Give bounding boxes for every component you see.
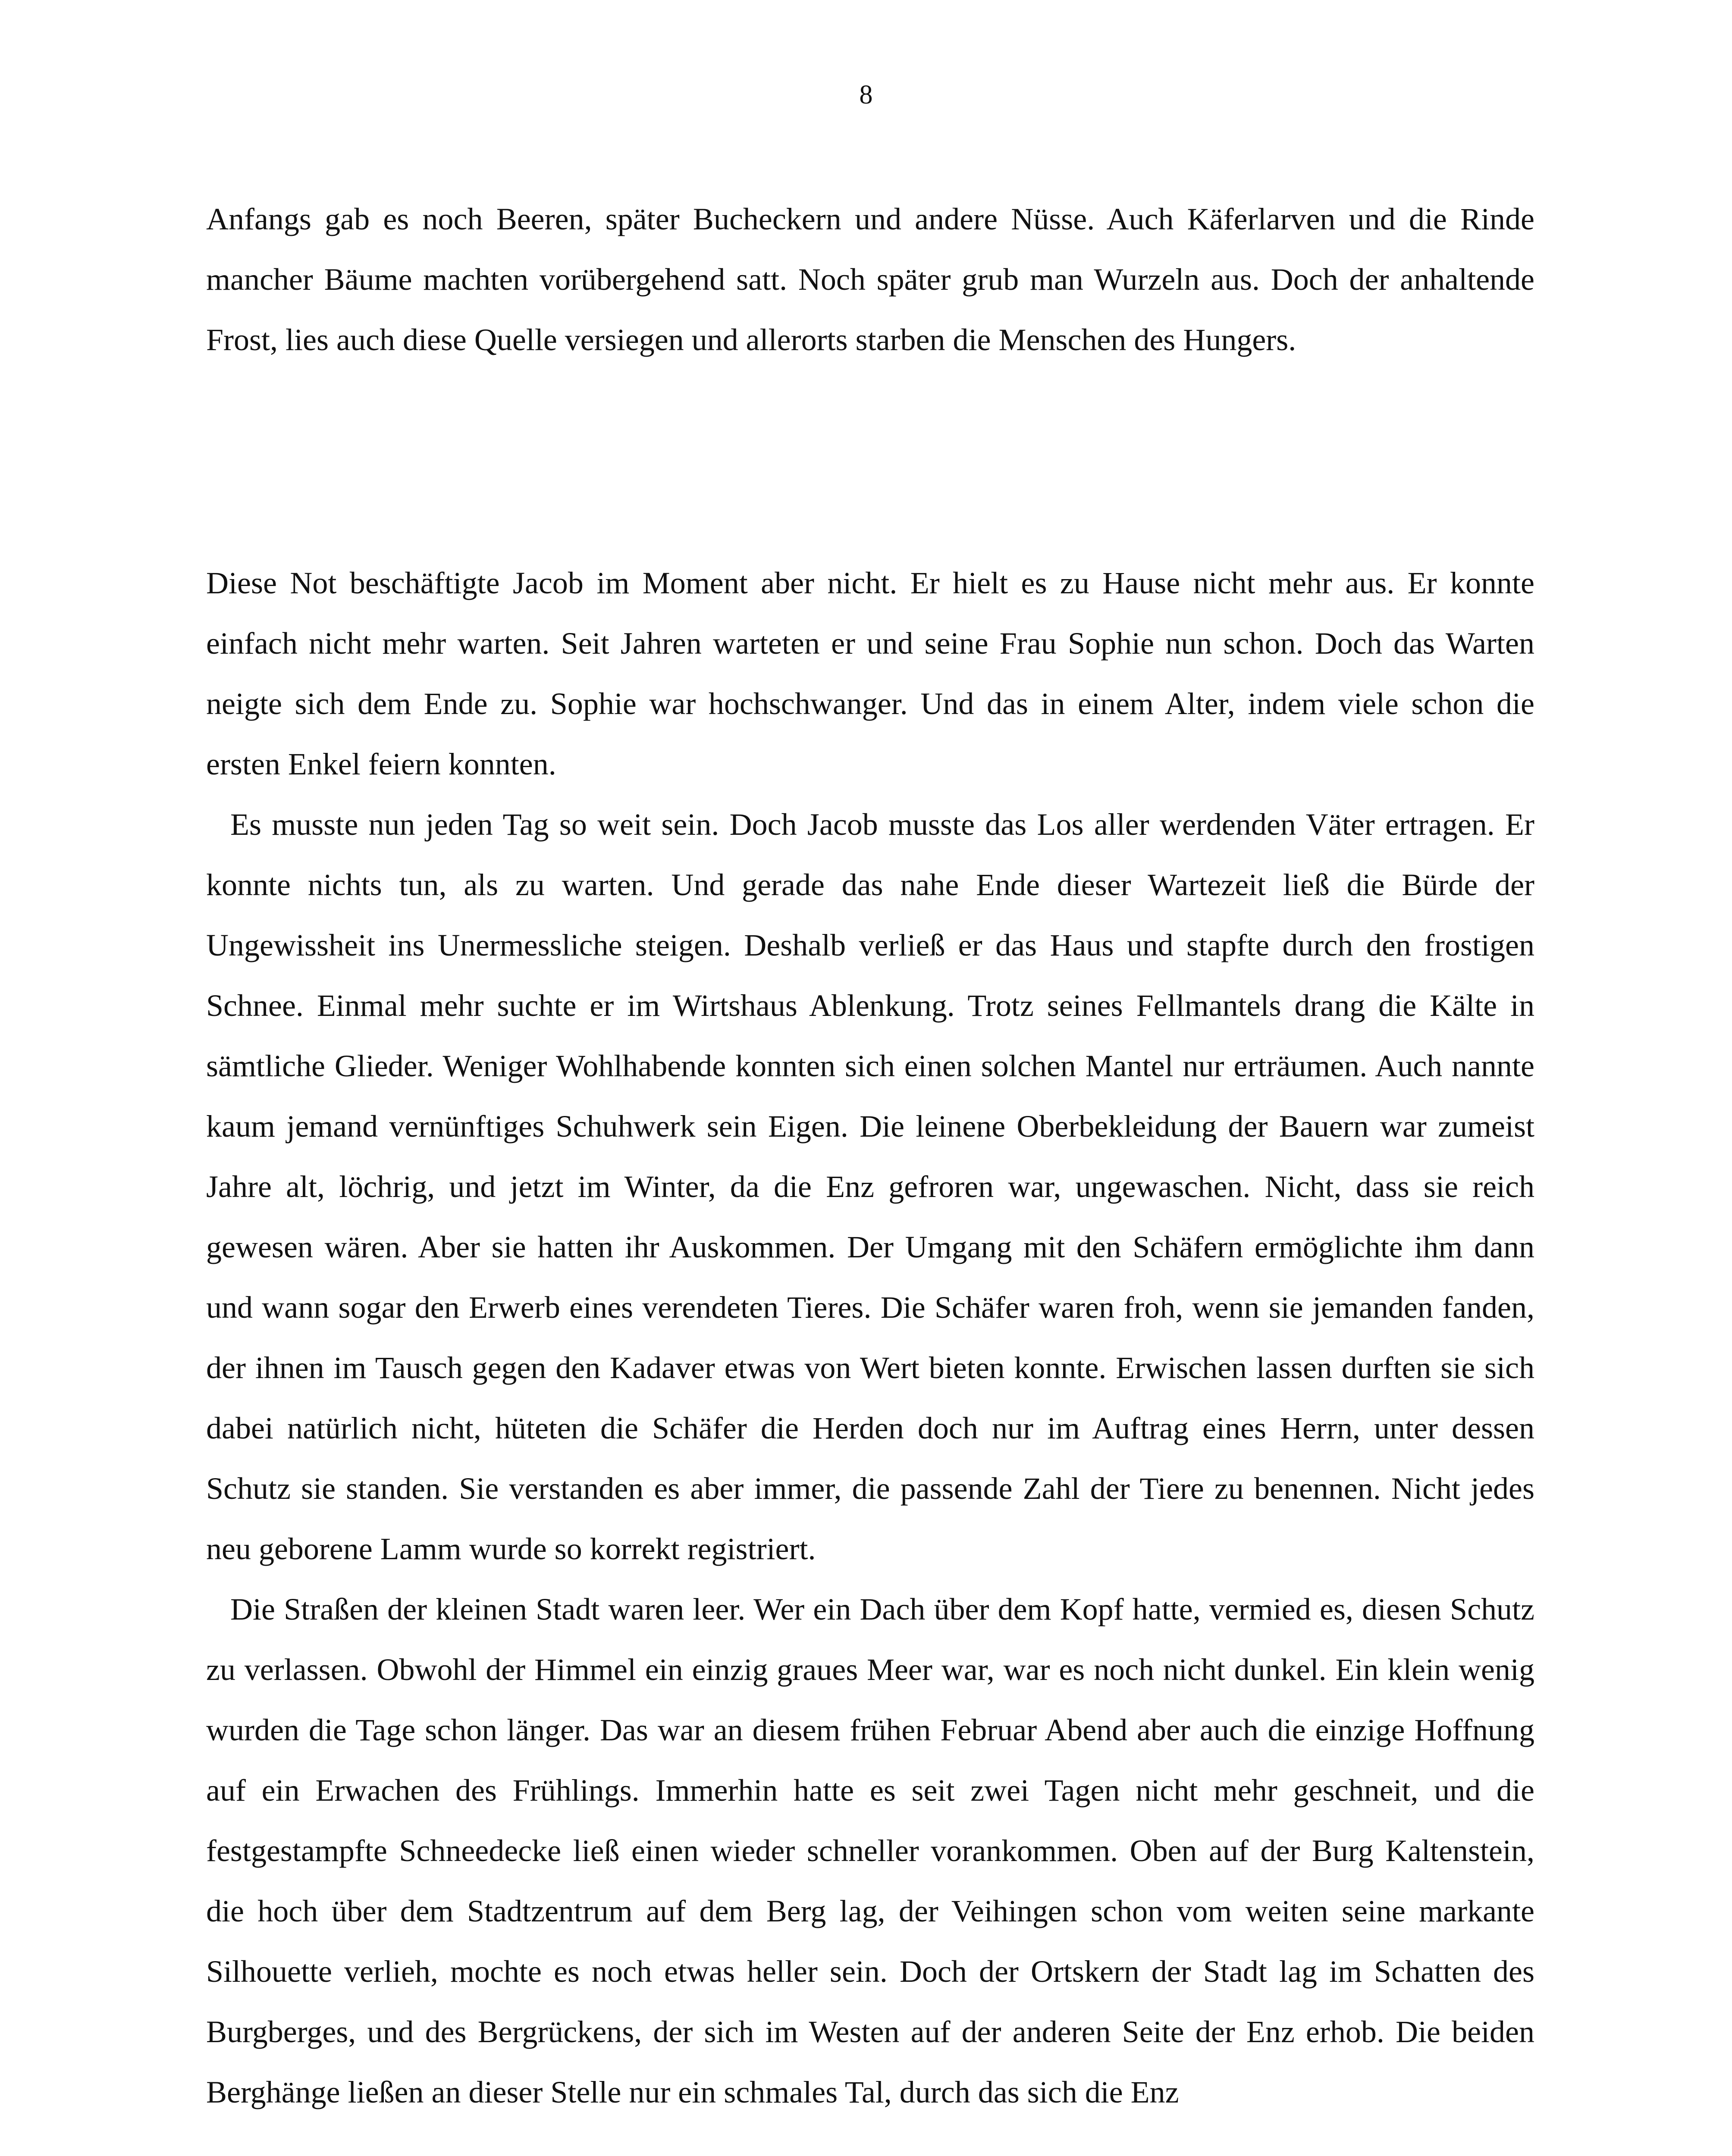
- page-number: 8: [859, 80, 873, 110]
- paragraph: Es musste nun jeden Tag so weit sein. Doch Jacob musste das Los aller werdenden Väter ertragen. Er konnte nichts tun, als zu warten. Und gerade das nahe Ende dieser Wartezeit ließ die Bürde der Ungewissheit ins Unermessliche steigen. Deshalb verließ er das Haus und stapfte durch den frostigen Schnee. Einmal mehr suchte er im Wirtshaus Ablenkung. Trotz seines Fellmantels drang die Kälte in sämtliche Glieder. Weniger Wohlhabende konnten sich einen solchen Mantel nur erträumen. Auch nannte kaum jemand vernünftiges Schuhwerk sein Eigen. Die leinene Oberbekleidung der Bauern war zumeist Jahre alt, löchrig, und jetzt im Winter, da die Enz gefroren war, ungewaschen. Nicht, dass sie reich gewesen wären. Aber sie hatten ihr Auskommen. Der Umgang mit den Schäfern ermöglichte ihm dann und wann sogar den Erwerb eines verendeten Tieres. Die Schäfer waren froh, wenn sie jemanden fanden, der ihnen im Tausch gegen den Kadaver etwas von Wert bieten konnte. Erwischen lassen durften sie sich dabei natürlich nicht, hüteten die Schäfer die Herden doch nur im Auftrag eines Herrn, unter dessen Schutz sie standen. Sie verstanden es aber immer, die passende Zahl der Tiere zu benennen. Nicht jedes neu geborene Lamm wurde so korrekt registriert.: [206, 807, 1534, 1566]
- text-section-1: [206, 189, 1534, 370]
- paragraph: Diese Not beschäftigte Jacob im Moment aber nicht. Er hielt es zu Hause nicht mehr aus. Er konnte einfach nicht mehr warten. Seit Jahren warteten er und seine Frau Sophie nun schon. Doch das Warten neigte sich dem Ende zu. Sophie war hochschwanger. Und das in einem Alter, indem viele schon die ersten Enkel feiern konnten.: [206, 566, 1534, 781]
- paragraph: Anfangs gab es noch Beeren, später Bucheckern und andere Nüsse. Auch Käferlarven und die Rinde mancher Bäume machten vorübergehend satt. Noch später grub man Wurzeln aus. Doch der anhaltende Frost, lies auch diese Quelle versiegen und allerorts starben die Menschen des Hungers.: [206, 202, 1534, 357]
- paragraph: Die Straßen der kleinen Stadt waren leer. Wer ein Dach über dem Kopf hatte, vermied es, diesen Schutz zu verlassen. Obwohl der Himmel ein einzig graues Meer war, war es noch nicht dunkel. Ein klein wenig wurden die Tage schon länger. Das war an diesem frühen Februar Abend aber auch die einzige Hoffnung auf ein Erwachen des Frühlings. Immerhin hatte es seit zwei Tagen nicht mehr geschneit, und die festgestampfte Schneedecke ließ einen wieder schneller vorankommen. Oben auf der Burg Kaltenstein, die hoch über dem Stadtzentrum auf dem Berg lag, der Veihingen schon vom weiten seine markante Silhouette verlieh, mochte es noch etwas heller sein. Doch der Ortskern der Stadt lag im Schatten des Burgberges, und des Bergrückens, der sich im Westen auf der anderen Seite der Enz erhob. Die beiden Berghänge ließen an dieser Stelle nur ein schmales Tal, durch das sich die Enz: [206, 1592, 1534, 2109]
- text-section-2: [206, 553, 1534, 2122]
